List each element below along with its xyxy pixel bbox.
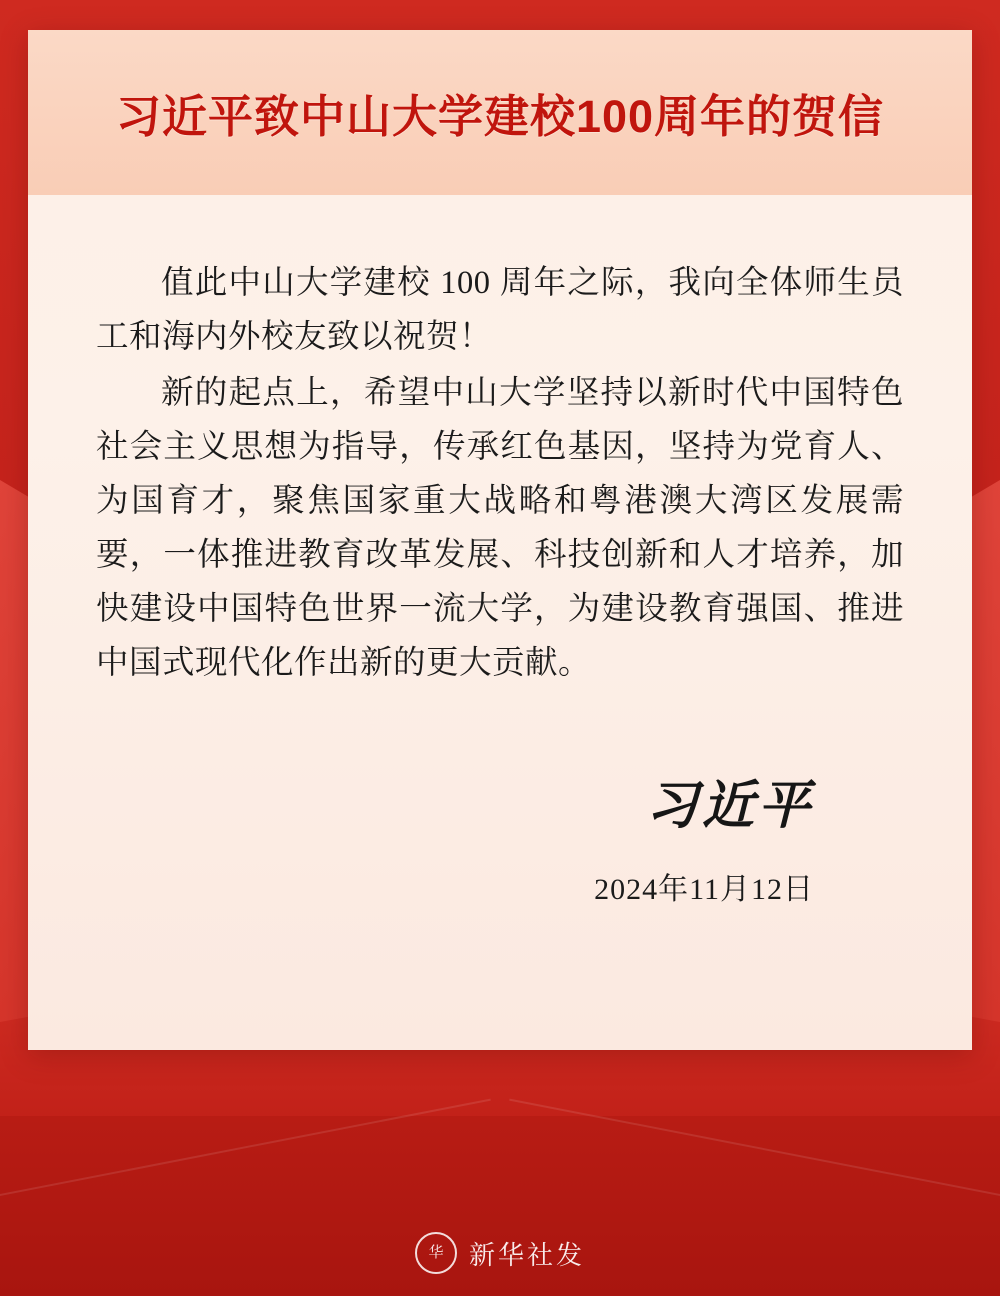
signature-date: 2024年11月12日 — [594, 872, 814, 906]
signature-block — [96, 763, 904, 908]
letter-paragraph-2: 新的起点上，希望中山大学坚持以新时代中国特色社会主义思想为指导，传承红色基因，坚持为党育人、为国育才，聚焦国家重大战略和粤港澳大湾区发展需要，一体推进教育改革发展、科技创新和人才培养，加快建设中国特色世界一流大学，为建设教育强国、推进中国式现代化作出新的更大贡献。 — [96, 374, 904, 681]
xinhua-emblem-glyph: 华 — [428, 1244, 444, 1261]
letter-header — [28, 30, 972, 195]
footer-credit-text: 新华社发 — [468, 1240, 585, 1270]
page-title: 习近平致中山大学建校100周年的贺信 — [115, 91, 885, 142]
letter-paragraph-1: 值此中山大学建校 100 周年之际，我向全体师生员工和海内外校友致以祝贺！ — [96, 265, 904, 355]
letter-card — [28, 30, 972, 1050]
footer-credit — [0, 1232, 1000, 1274]
letter-body — [28, 195, 972, 908]
signature-name: 习近平 — [645, 777, 814, 835]
xinhua-emblem-icon — [415, 1232, 457, 1274]
